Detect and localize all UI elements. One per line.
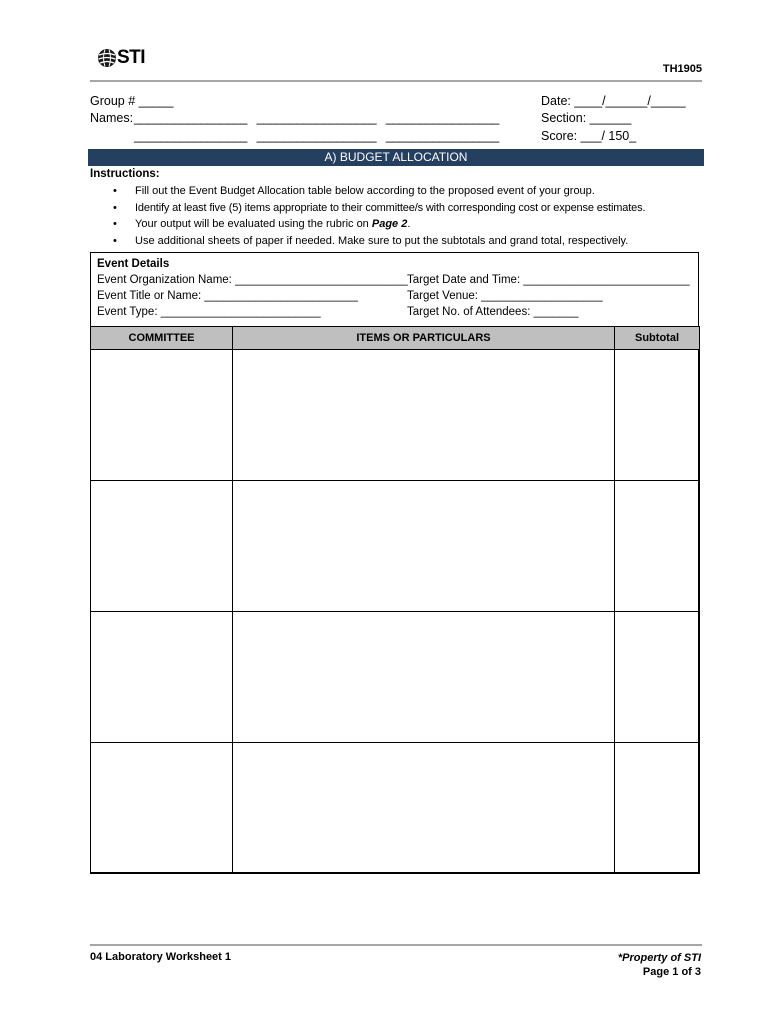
score-field: Score: ___/ 150_ <box>541 129 637 143</box>
items-cell[interactable] <box>233 350 615 481</box>
worksheet-label: 04 Laboratory Worksheet 1 <box>90 951 232 963</box>
table-header-row <box>91 327 700 350</box>
instruction-item: • Fill out the Event Budget Allocation table below according to the proposed event of your group. <box>113 183 645 200</box>
footer-divider <box>90 944 702 946</box>
date-field: Date: ____/______/_____ <box>541 94 686 108</box>
target-attendees-field: Target No. of Attendees: _______ <box>407 306 579 318</box>
items-cell[interactable] <box>233 743 615 874</box>
committee-cell[interactable] <box>91 612 233 743</box>
budget-table <box>90 326 700 874</box>
names-line-1: _________________ __________________ _________________ <box>134 111 499 125</box>
table-row <box>91 743 700 874</box>
instruction-item: • Your output will be evaluated using the rubric on Page 2. <box>113 216 645 233</box>
sti-logo <box>97 48 145 68</box>
instruction-item: • Use additional sheets of paper if needed. Make sure to put the subtotals and grand total, respectively. <box>113 233 645 250</box>
footer-right <box>618 951 701 979</box>
event-title-field: Event Title or Name: ________________________ <box>97 290 358 302</box>
globe-icon <box>97 48 117 68</box>
column-header-subtotal: Subtotal <box>615 327 700 350</box>
property-note: *Property of STI <box>617 952 701 964</box>
column-header-items: ITEMS OR PARTICULARS <box>233 327 615 350</box>
target-date-field: Target Date and Time: __________________________ <box>407 274 690 286</box>
target-venue-field: Target Venue: ___________________ <box>407 290 603 302</box>
event-type-field: Event Type: _________________________ <box>97 306 321 318</box>
table-row <box>91 481 700 612</box>
subtotal-cell[interactable] <box>615 481 700 612</box>
committee-cell[interactable] <box>91 481 233 612</box>
instructions-title: Instructions: <box>90 168 160 180</box>
document-code: TH1905 <box>662 63 702 75</box>
items-cell[interactable] <box>233 612 615 743</box>
page-number: Page 1 of 3 <box>642 966 701 978</box>
instruction-item: • Identify at least five (5) items appropriate to their committee/s with corresponding cost or expense estimates. <box>113 200 645 217</box>
header-divider <box>90 80 702 82</box>
committee-cell[interactable] <box>91 743 233 874</box>
instructions-list <box>113 183 645 250</box>
names-label: Names: <box>90 111 134 125</box>
column-header-committee: COMMITTEE <box>91 327 233 350</box>
event-details-title: Event Details <box>97 258 170 270</box>
subtotal-cell[interactable] <box>615 612 700 743</box>
group-field: Group # _____ <box>90 94 174 108</box>
table-row <box>91 612 700 743</box>
names-line-2: _________________ __________________ _________________ <box>134 129 499 143</box>
subtotal-cell[interactable] <box>615 743 700 874</box>
items-cell[interactable] <box>233 481 615 612</box>
section-banner: A) BUDGET ALLOCATION <box>88 149 704 166</box>
table-row <box>91 350 700 481</box>
logo-text: STI <box>117 47 146 68</box>
section-field: Section: ______ <box>541 111 632 125</box>
subtotal-cell[interactable] <box>615 350 700 481</box>
event-org-name-field: Event Organization Name: ___________________________ <box>97 274 408 286</box>
committee-cell[interactable] <box>91 350 233 481</box>
